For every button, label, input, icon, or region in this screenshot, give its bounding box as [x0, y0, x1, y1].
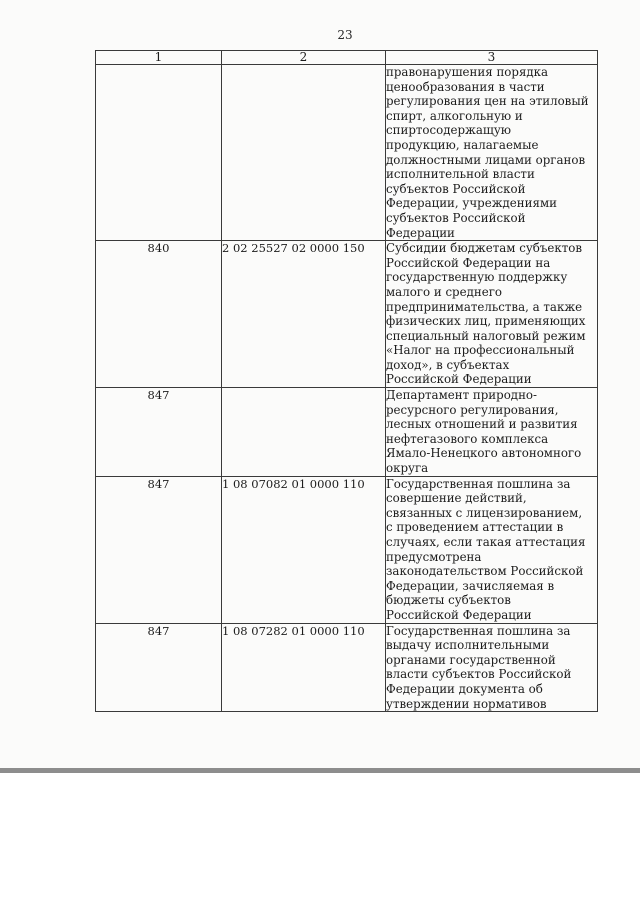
budget-code-cell: 1 08 07282 01 0000 110 — [222, 623, 386, 712]
revenue-codes-table — [95, 50, 598, 712]
description-cell: Субсидии бюджетам субъектов Российской Федерации на государственную поддержку малого и среднего предпринимательства, а также физических лиц, применяющих специальный налоговый режим «Налог на профессиональный доход», в субъектах Российской Федерации — [386, 241, 598, 388]
table-row — [96, 65, 598, 241]
column-header-3: 3 — [386, 51, 598, 65]
budget-code-cell — [222, 65, 386, 241]
table-row — [96, 388, 598, 477]
admin-code-cell: 847 — [96, 623, 222, 712]
table-row — [96, 476, 598, 623]
description-cell: Государственная пошлина за совершение действий, связанных с лицензированием, с проведением аттестации в случаях, если такая аттестация предусмотрена законодательством Российской Федерации, зачисляемая в бюджеты субъектов Российской Федерации — [386, 476, 598, 623]
column-header-1: 1 — [96, 51, 222, 65]
scan-edge-band — [0, 768, 640, 773]
budget-code-cell — [222, 388, 386, 477]
table-row — [96, 623, 598, 712]
description-cell: Государственная пошлина за выдачу исполнительными органами государственной власти субъектов Российской Федерации документа об утверждении нормативов — [386, 623, 598, 712]
admin-code-cell: 840 — [96, 241, 222, 388]
admin-code-cell: 847 — [96, 388, 222, 477]
budget-code-cell: 1 08 07082 01 0000 110 — [222, 476, 386, 623]
description-cell: правонарушения порядка ценообразования в части регулирования цен на этиловый спирт, алкогольную и спиртосодержащую продукцию, налагаемые должностными лицами органов исполнительной власти субъектов Российской Федерации, учреждениями субъектов Российской Федерации — [386, 65, 598, 241]
table-row — [96, 241, 598, 388]
description-cell: Департамент природно- ресурсного регулирования, лесных отношений и развития нефтегазового комплекса Ямало-Ненецкого автономного округа — [386, 388, 598, 477]
admin-code-cell: 847 — [96, 476, 222, 623]
page-number: 23 — [337, 28, 353, 42]
budget-code-cell: 2 02 25527 02 0000 150 — [222, 241, 386, 388]
table-header-row — [96, 51, 598, 65]
column-header-2: 2 — [222, 51, 386, 65]
admin-code-cell — [96, 65, 222, 241]
